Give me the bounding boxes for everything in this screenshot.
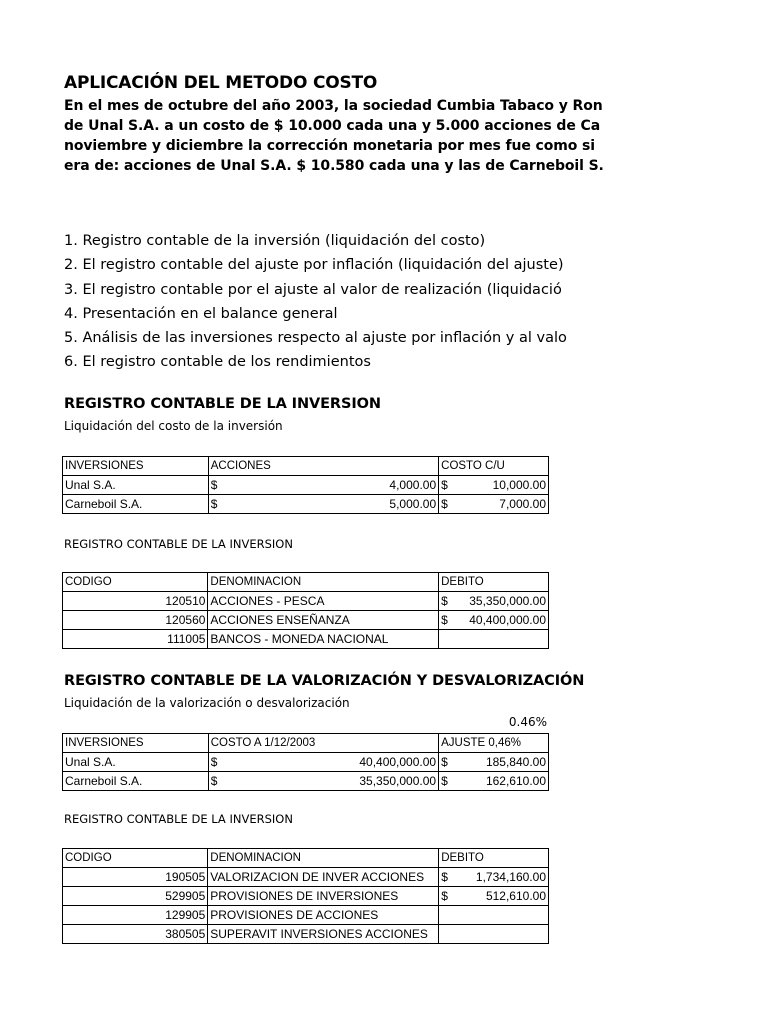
inversiones-table <box>62 456 549 514</box>
cell-value: 162,610.00 <box>485 774 546 788</box>
cell-value: 10,000.00 <box>492 478 546 492</box>
cell-debito <box>439 592 549 611</box>
currency-symbol: $ <box>441 613 448 627</box>
column-header: DEBITO <box>439 573 549 592</box>
column-header: ACCIONES <box>208 457 438 476</box>
section-heading-valorizacion: REGISTRO CONTABLE DE LA VALORIZACIÓN Y DESVALORIZACIÓN <box>64 673 585 689</box>
table-row <box>63 753 549 772</box>
cell-debito <box>439 630 549 649</box>
cell-value: 40,400,000.00 <box>359 755 437 769</box>
task-item: 6. El registro contable de los rendimientos <box>64 354 371 371</box>
table-row <box>63 925 549 944</box>
cell-value: 40,400,000.00 <box>469 613 546 627</box>
registro-table <box>62 848 549 944</box>
cell-costo <box>208 772 438 791</box>
cell-denominacion: VALORIZACION DE INVER ACCIONES <box>208 868 439 887</box>
table-header-row <box>63 457 549 476</box>
table-row <box>63 906 549 925</box>
task-item: 5. Análisis de las inversiones respecto al ajuste por inflación y al valo <box>64 330 567 347</box>
currency-symbol: $ <box>441 774 448 788</box>
column-header: CODIGO <box>63 573 208 592</box>
registro-label: REGISTRO CONTABLE DE LA INVERSION <box>64 812 293 826</box>
column-header: CODIGO <box>63 849 208 868</box>
task-item: 2. El registro contable del ajuste por inflación (liquidación del ajuste) <box>64 257 564 274</box>
currency-symbol: $ <box>441 870 448 884</box>
cell-codigo: 529905 <box>63 887 208 906</box>
table-row <box>63 592 549 611</box>
cell-denominacion: ACCIONES ENSEÑANZA <box>208 611 439 630</box>
table-header-row <box>63 573 549 592</box>
cell-ajuste <box>439 753 549 772</box>
cell-denominacion: SUPERAVIT INVERSIONES ACCIONES <box>208 925 439 944</box>
cell-value: 35,350,000.00 <box>359 774 437 788</box>
page-title: APLICACIÓN DEL METODO COSTO <box>64 73 378 93</box>
column-header: COSTO C/U <box>439 457 549 476</box>
cell-costo <box>208 753 438 772</box>
table-row <box>63 772 549 791</box>
cell-costo <box>439 476 549 495</box>
currency-symbol: $ <box>441 594 448 608</box>
cell-denominacion: ACCIONES - PESCA <box>208 592 439 611</box>
task-item: 4. Presentación en el balance general <box>64 305 338 322</box>
cell-name: Carneboil S.A. <box>63 772 209 791</box>
table-header-row <box>63 734 549 753</box>
task-list <box>64 229 567 375</box>
cell-denominacion: PROVISIONES DE ACCIONES <box>208 906 439 925</box>
currency-symbol: $ <box>441 755 448 769</box>
cell-codigo: 129905 <box>63 906 208 925</box>
currency-symbol: $ <box>210 478 218 492</box>
column-header: INVERSIONES <box>63 457 209 476</box>
cell-debito <box>439 887 549 906</box>
cell-value: 185,840.00 <box>485 755 546 769</box>
table-row <box>63 868 549 887</box>
section-heading-inversion: REGISTRO CONTABLE DE LA INVERSION <box>64 396 381 412</box>
intro-line: En el mes de octubre del año 2003, la sociedad Cumbia Tabaco y Ron <box>64 98 603 114</box>
table-header-row <box>63 849 549 868</box>
cell-debito <box>439 868 549 887</box>
column-header: INVERSIONES <box>63 734 209 753</box>
cell-value: 7,000.00 <box>499 497 546 511</box>
section-subheading-valorizacion: Liquidación de la valorización o desvalorización <box>64 696 350 710</box>
intro-line: era de: acciones de Unal S.A. $ 10.580 cada una y las de Carneboil S. <box>64 158 604 174</box>
section-subheading-costo: Liquidación del costo de la inversión <box>64 419 283 433</box>
valorizacion-table <box>62 733 549 791</box>
cell-value: 1,734,160.00 <box>475 870 546 884</box>
column-header: COSTO A 1/12/2003 <box>208 734 438 753</box>
cell-ajuste <box>439 772 549 791</box>
percent-value: 0.46% <box>508 715 547 729</box>
cell-value: 35,350,000.00 <box>469 594 546 608</box>
table-row <box>63 887 549 906</box>
table-row <box>63 476 549 495</box>
table-row <box>63 630 549 649</box>
currency-symbol: $ <box>441 889 448 903</box>
currency-symbol: $ <box>210 774 218 788</box>
registro-table <box>62 572 549 649</box>
currency-symbol: $ <box>210 497 218 511</box>
cell-acciones <box>208 495 438 514</box>
column-header: AJUSTE 0,46% <box>439 734 549 753</box>
registro-label: REGISTRO CONTABLE DE LA INVERSION <box>64 537 293 551</box>
cell-name: Unal S.A. <box>63 753 209 772</box>
cell-value: 5,000.00 <box>389 497 437 511</box>
table-row <box>63 611 549 630</box>
cell-debito <box>439 611 549 630</box>
cell-acciones <box>208 476 438 495</box>
cell-codigo: 120560 <box>63 611 208 630</box>
cell-name: Unal S.A. <box>63 476 209 495</box>
cell-value: 4,000.00 <box>389 478 437 492</box>
intro-line: de Unal S.A. a un costo de $ 10.000 cada una y 5.000 acciones de Ca <box>64 118 601 134</box>
task-item: 3. El registro contable por el ajuste al valor de realización (liquidació <box>64 281 562 298</box>
cell-codigo: 190505 <box>63 868 208 887</box>
currency-symbol: $ <box>441 497 448 511</box>
column-header: DENOMINACION <box>208 849 439 868</box>
intro-paragraph <box>64 96 604 176</box>
cell-value: 512,610.00 <box>485 889 546 903</box>
cell-costo <box>439 495 549 514</box>
cell-codigo: 111005 <box>63 630 208 649</box>
intro-line: noviembre y diciembre la corrección monetaria por mes fue como si <box>64 138 595 154</box>
currency-symbol: $ <box>210 755 218 769</box>
column-header: DENOMINACION <box>208 573 439 592</box>
table-row <box>63 495 549 514</box>
cell-name: Carneboil S.A. <box>63 495 209 514</box>
cell-codigo: 120510 <box>63 592 208 611</box>
cell-denominacion: BANCOS - MONEDA NACIONAL <box>208 630 439 649</box>
task-item: 1. Registro contable de la inversión (liquidación del costo) <box>64 233 486 249</box>
column-header: DEBITO <box>439 849 549 868</box>
currency-symbol: $ <box>441 478 448 492</box>
cell-debito <box>439 925 549 944</box>
cell-debito <box>439 906 549 925</box>
cell-codigo: 380505 <box>63 925 208 944</box>
cell-denominacion: PROVISIONES DE INVERSIONES <box>208 887 439 906</box>
